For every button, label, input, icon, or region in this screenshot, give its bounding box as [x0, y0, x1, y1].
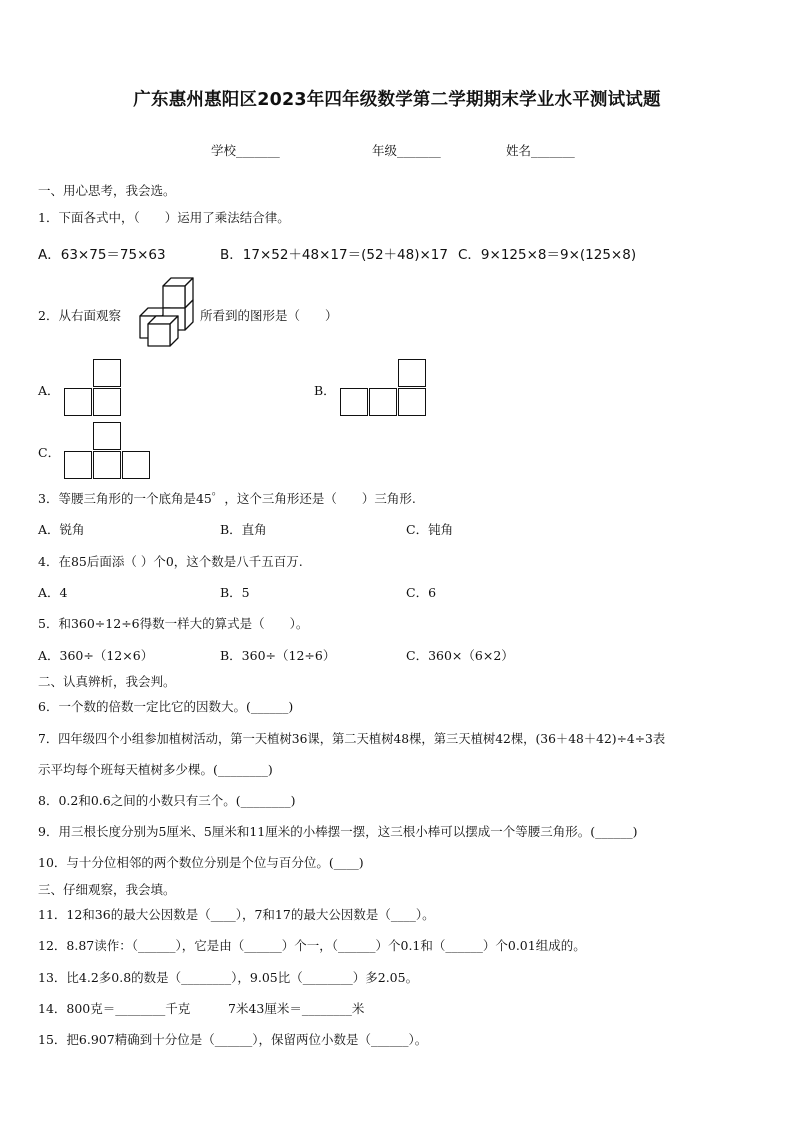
question-3-stem: 3．等腰三角形的一个底角是45゜，这个三角形还是（ ）三角形.: [38, 491, 416, 506]
question-5-option-b: B．360÷（12÷6）: [220, 648, 336, 663]
question-6: 6．一个数的倍数一定比它的因数大。(______): [38, 699, 294, 714]
question-1-option-c: C．9×125×8＝9×(125×8): [458, 247, 637, 263]
question-10: 10．与十分位相邻的两个数位分别是个位与百分位。(____): [38, 855, 364, 870]
page-title: 广东惠州惠阳区2023年四年级数学第二学期期末学业水平测试试题: [133, 90, 661, 110]
question-13: 13．比4.2多0.8的数是（________），9.05比（________）多2.05。: [38, 970, 419, 985]
square-cell: [93, 451, 121, 479]
square-cell: [93, 422, 121, 450]
question-4-stem: 4．在85后面添（ ）个0，这个数是八千五百万.: [38, 554, 303, 569]
grade-field: 年级_______: [372, 143, 441, 158]
question-14-part-2: 7米43厘米＝________米: [228, 1001, 365, 1016]
question-5-option-a: A．360÷（12×6）: [38, 648, 154, 663]
square-cell: [340, 388, 368, 416]
question-2-option-a-label: A．: [38, 383, 60, 398]
square-cell: [93, 359, 121, 387]
section-heading-3: 三、仔细观察，我会填。: [38, 882, 176, 897]
square-cell: [64, 451, 92, 479]
question-2-option-a-figure: [64, 359, 124, 419]
square-cell: [64, 388, 92, 416]
cube-stack-figure: [130, 276, 200, 354]
name-field: 姓名_______: [506, 143, 575, 158]
question-3-option-b: B．直角: [220, 522, 267, 537]
question-9: 9．用三根长度分别为5厘米、5厘米和11厘米的小棒摆一摆，这三根小棒可以摆成一个等腰三角形。(______): [38, 824, 638, 839]
question-2-option-c-label: C．: [38, 445, 61, 460]
question-1-option-a: A．63×75＝75×63: [38, 247, 166, 263]
question-4-option-b: B．5: [220, 585, 250, 600]
square-cell: [369, 388, 397, 416]
question-11: 11．12和36的最大公因数是（____），7和17的最大公因数是（____）。: [38, 907, 435, 922]
question-4-option-c: C．6: [406, 585, 437, 600]
question-4-option-a: A．4: [38, 585, 68, 600]
question-3-option-c: C．钝角: [406, 522, 454, 537]
question-8: 8．0.2和0.6之间的小数只有三个。(________): [38, 793, 296, 808]
question-2-option-c-figure: [64, 422, 154, 482]
question-3-option-a: A．锐角: [38, 522, 85, 537]
question-5-stem: 5．和360÷12÷6得数一样大的算式是（ ）。: [38, 616, 309, 631]
question-2-option-b-label: B．: [314, 383, 336, 398]
question-2-stem-before: 2．从右面观察: [38, 308, 121, 323]
question-1-option-b: B．17×52＋48×17＝(52＋48)×17: [220, 247, 448, 263]
question-7-line-2: 示平均每个班每天植树多少棵。(________): [38, 762, 273, 777]
section-heading-1: 一、用心思考，我会选。: [38, 183, 176, 198]
question-12: 12．8.87读作：（______），它是由（______）个一，（______）个0.1和（______）个0.01组成的。: [38, 938, 586, 953]
question-7-line-1: 7．四年级四个小组参加植树活动，第一天植树36课，第二天植树48棵，第三天植树42棵，(36＋48＋42)÷4÷3表: [38, 732, 666, 746]
question-5-option-c: C．360×（6×2）: [406, 648, 514, 663]
question-2-stem-after: 所看到的图形是（ ）: [200, 308, 338, 323]
square-cell: [398, 359, 426, 387]
section-heading-2: 二、认真辨析，我会判。: [38, 674, 176, 689]
school-field: 学校_______: [211, 143, 280, 158]
square-cell: [122, 451, 150, 479]
square-cell: [398, 388, 426, 416]
question-14-part-1: 14．800克＝________千克: [38, 1001, 191, 1016]
question-2-option-b-figure: [340, 359, 430, 419]
square-cell: [93, 388, 121, 416]
question-15: 15．把6.907精确到十分位是（______），保留两位小数是（______）。: [38, 1032, 428, 1047]
question-1-stem: 1．下面各式中，（ ）运用了乘法结合律。: [38, 210, 290, 225]
